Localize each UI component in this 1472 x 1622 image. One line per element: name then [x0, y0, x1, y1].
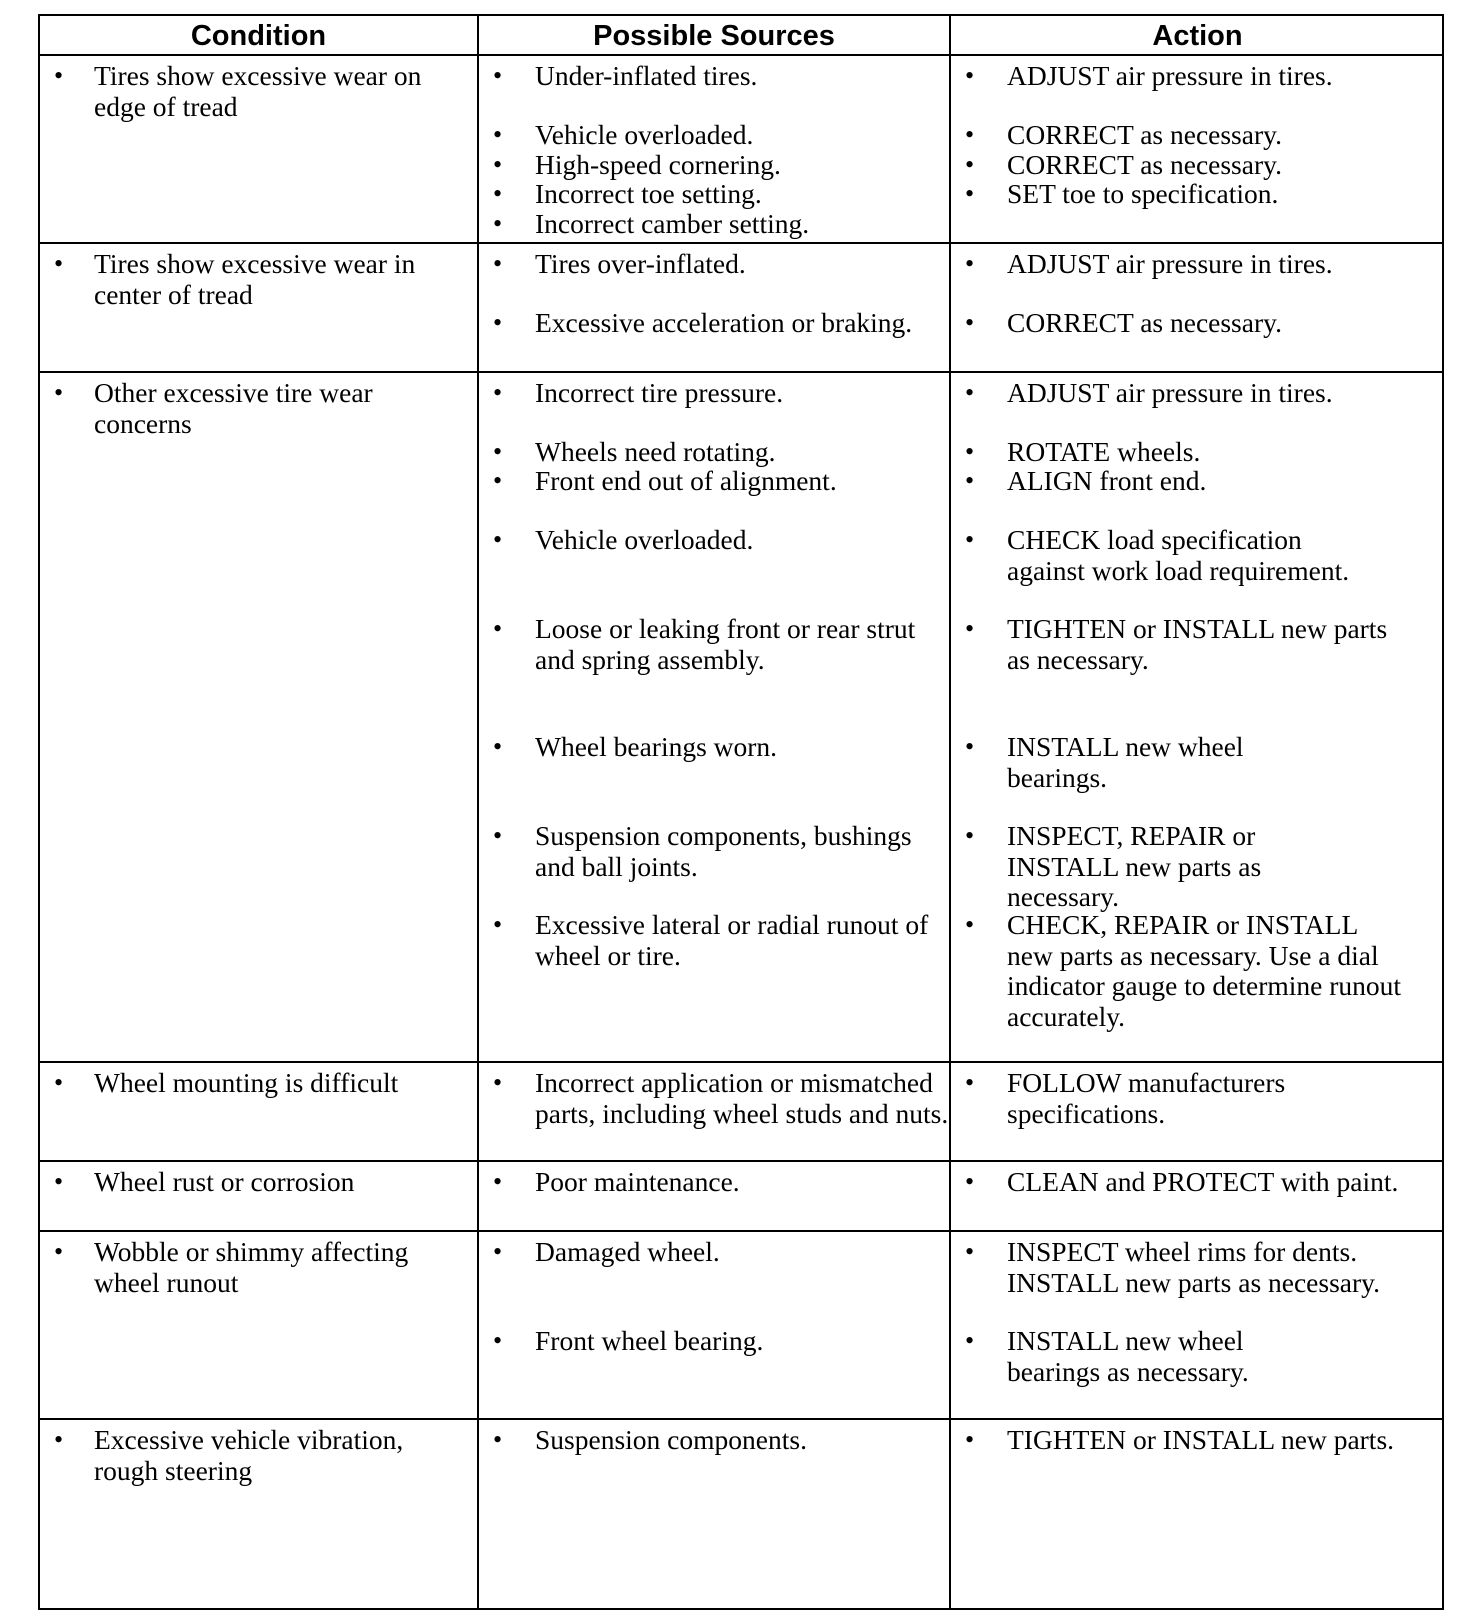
source-text: High-speed cornering.: [535, 149, 781, 180]
bullet: •: [965, 179, 975, 208]
action-text: ROTATE wheels.: [1007, 436, 1201, 467]
bullet: •: [493, 308, 503, 337]
condition-text: Tires show excessive wear in center of tread: [94, 248, 416, 310]
bullet: •: [965, 249, 975, 278]
bullet: •: [493, 1167, 503, 1196]
bullet: •: [493, 821, 503, 850]
bullet: •: [493, 614, 503, 643]
bullet: •: [965, 466, 975, 495]
bullet: •: [965, 1068, 975, 1097]
source-text: Excessive acceleration or braking.: [535, 307, 913, 338]
bullet: •: [493, 150, 503, 179]
header-action: Action: [1152, 19, 1243, 52]
bullet: •: [965, 1425, 975, 1454]
condition-column: [40, 16, 477, 1608]
bullet: •: [54, 249, 64, 278]
bullet: •: [493, 1425, 503, 1454]
source-text: Vehicle overloaded.: [535, 119, 754, 150]
action-column: [951, 16, 1444, 1608]
bullet: •: [965, 732, 975, 761]
action-text: ADJUST air pressure in tires.: [1007, 60, 1333, 91]
action-text: CHECK load specification against work load requirement.: [1007, 524, 1350, 586]
bullet: •: [965, 378, 975, 407]
condition-text: Wheel mounting is difficult: [94, 1067, 399, 1098]
bullet: •: [493, 1237, 503, 1266]
action-text: FOLLOW manufacturers specifications.: [1007, 1067, 1286, 1129]
source-text: Front wheel bearing.: [535, 1325, 764, 1356]
source-text: Incorrect camber setting.: [535, 208, 810, 239]
source-text: Wheel bearings worn.: [535, 731, 778, 762]
bullet: •: [965, 120, 975, 149]
source-text: Front end out of alignment.: [535, 465, 837, 496]
bullet: •: [493, 249, 503, 278]
bullet: •: [54, 378, 64, 407]
bullet: •: [493, 179, 503, 208]
source-text: Wheels need rotating.: [535, 436, 776, 467]
bullet: •: [493, 1326, 503, 1355]
bullet: •: [493, 525, 503, 554]
bullet: •: [493, 209, 503, 238]
bullet: •: [965, 308, 975, 337]
bullet: •: [493, 437, 503, 466]
bullet: •: [965, 1167, 975, 1196]
action-text: INSTALL new wheel bearings.: [1007, 731, 1244, 793]
source-text: Suspension components.: [535, 1424, 807, 1455]
bullet: •: [965, 821, 975, 850]
source-text: Incorrect tire pressure.: [535, 377, 784, 408]
bullet: •: [965, 525, 975, 554]
condition-text: Wheel rust or corrosion: [94, 1166, 355, 1197]
condition-text: Wobble or shimmy affecting wheel runout: [94, 1236, 409, 1298]
action-text: INSTALL new wheel bearings as necessary.: [1007, 1325, 1249, 1387]
bullet: •: [493, 1068, 503, 1097]
source-text: Suspension components, bushings and ball joints.: [535, 820, 912, 882]
bullet: •: [965, 910, 975, 939]
header-possible-sources: Possible Sources: [593, 19, 835, 52]
source-text: Incorrect application or mismatched parts, including wheel studs and nuts.: [535, 1067, 949, 1129]
action-text: ADJUST air pressure in tires.: [1007, 377, 1333, 408]
condition-text: Excessive vehicle vibration, rough steering: [94, 1424, 404, 1486]
bullet: •: [965, 1237, 975, 1266]
action-text: TIGHTEN or INSTALL new parts.: [1007, 1424, 1395, 1455]
bullet: •: [965, 1326, 975, 1355]
header-condition: Condition: [190, 19, 327, 52]
source-text: Under-inflated tires.: [535, 60, 758, 91]
bullet: •: [493, 466, 503, 495]
bullet: •: [493, 61, 503, 90]
action-text: CLEAN and PROTECT with paint.: [1007, 1166, 1399, 1197]
action-text: ADJUST air pressure in tires.: [1007, 248, 1333, 279]
bullet: •: [493, 378, 503, 407]
source-text: Loose or leaking front or rear strut and spring assembly.: [535, 613, 916, 675]
bullet: •: [54, 1167, 64, 1196]
source-text: Damaged wheel.: [535, 1236, 720, 1267]
bullet: •: [493, 732, 503, 761]
diagnosis-table: [38, 14, 1444, 1610]
bullet: •: [54, 1068, 64, 1097]
bullet: •: [965, 61, 975, 90]
bullet: •: [54, 1425, 64, 1454]
bullet: •: [54, 1237, 64, 1266]
source-text: Incorrect toe setting.: [535, 178, 762, 209]
bullet: •: [965, 150, 975, 179]
action-text: TIGHTEN or INSTALL new parts as necessary.: [1007, 613, 1388, 675]
action-text: SET toe to specification.: [1007, 178, 1279, 209]
condition-text: Tires show excessive wear on edge of tread: [94, 60, 422, 122]
action-text: CHECK, REPAIR or INSTALL new parts as necessary. Use a dial indicator gauge to determine runout accurately.: [1007, 909, 1402, 1032]
bullet: •: [965, 437, 975, 466]
source-text: Vehicle overloaded.: [535, 524, 754, 555]
action-text: CORRECT as necessary.: [1007, 307, 1282, 338]
source-text: Excessive lateral or radial runout of wheel or tire.: [535, 909, 929, 971]
action-text: ALIGN front end.: [1007, 465, 1207, 496]
action-text: CORRECT as necessary.: [1007, 119, 1282, 150]
bullet: •: [54, 61, 64, 90]
source-text: Poor maintenance.: [535, 1166, 740, 1197]
bullet: •: [493, 120, 503, 149]
action-text: INSPECT wheel rims for dents. INSTALL new parts as necessary.: [1007, 1236, 1380, 1298]
source-text: Tires over-inflated.: [535, 248, 746, 279]
action-text: CORRECT as necessary.: [1007, 149, 1282, 180]
bullet: •: [493, 910, 503, 939]
action-text: INSPECT, REPAIR or INSTALL new parts as necessary.: [1007, 820, 1262, 912]
condition-text: Other excessive tire wear concerns: [94, 377, 373, 439]
possible-sources-column: [479, 16, 949, 1608]
bullet: •: [965, 614, 975, 643]
